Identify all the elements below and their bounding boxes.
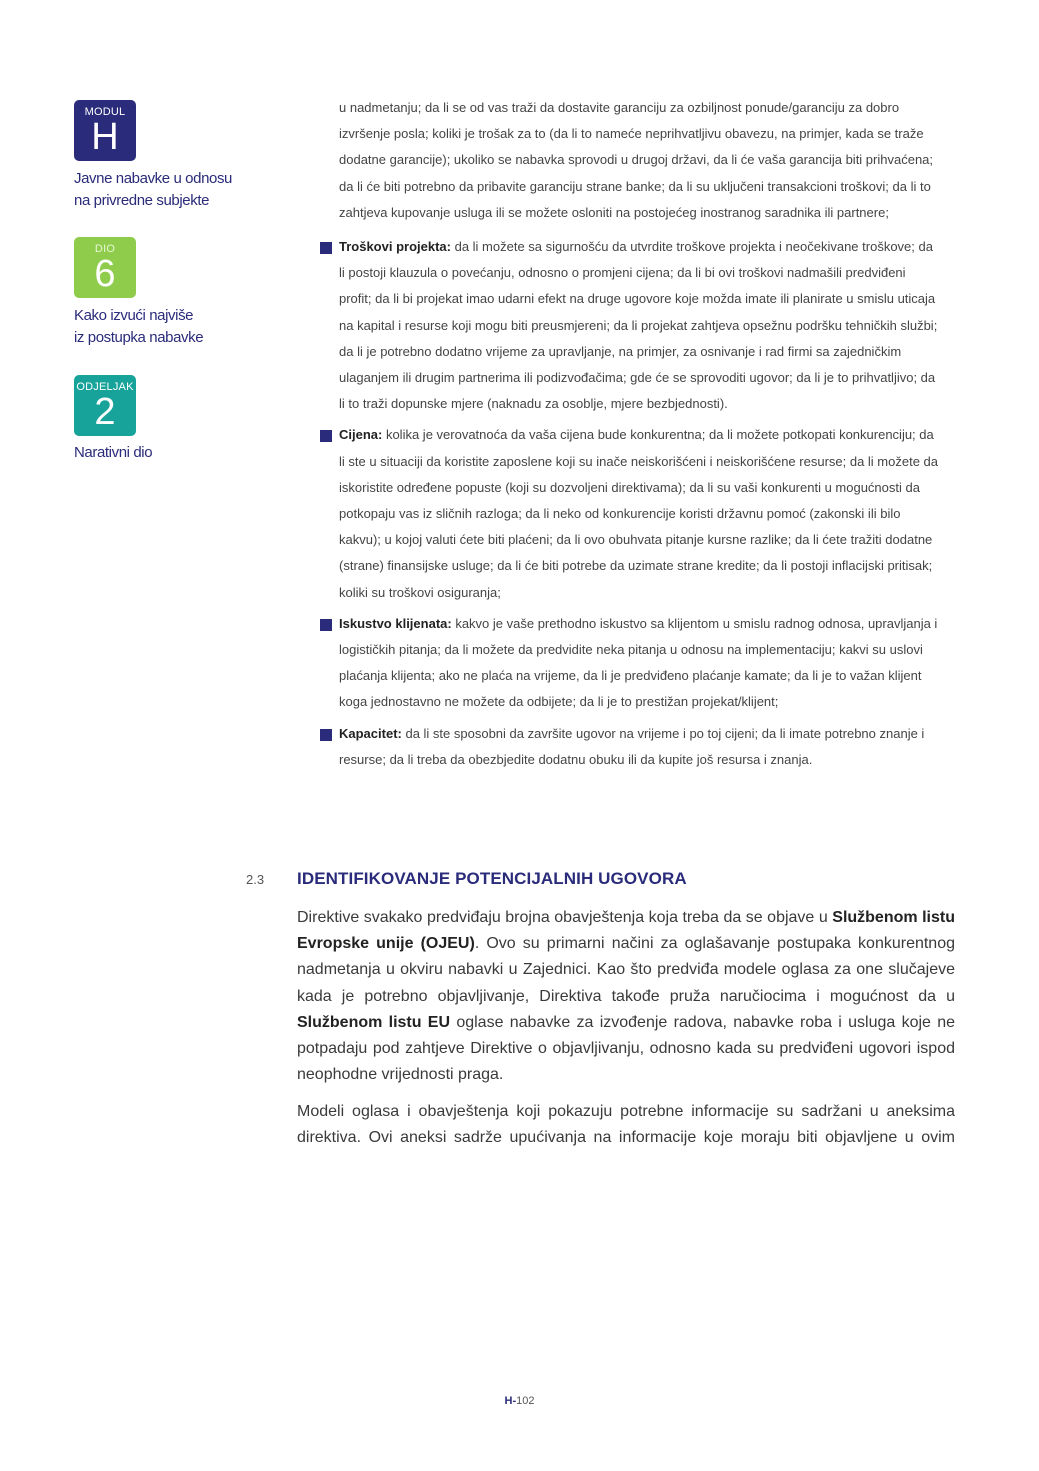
bullet-content: [320, 95, 940, 773]
p1-bold-1: Službenom listu Evropske unije (OJEU): [297, 909, 956, 953]
p1-text-d: oglase nabavke za izvođenje radova, nabavke roba i usluga koje ne potpadaju pod zahtjeve Direktive o objavljivanju, odnosno kada su predviđeni ugovori ispod neophodne vrijednosti praga.: [297, 1013, 956, 1084]
dio-label-line: iz postupka nabavke: [74, 329, 204, 346]
continued-paragraph: u nadmetanju; da li se od vas traži da dostavite garanciju za ozbiljnost ponude/garanciju za dobro izvršenje posla; koliki je trošak za to (da li to nameće neprihvatljivu obavezu, na primjer, kada se traže dodatne garancije); ukoliko se nabavka sprovodi u drugoj državi, da li će vaša garancija biti prihvaćena; da li će biti potrebno da pribavite garanciju strane banke; da li su uključeni transakcioni troškovi; da li to zahtjeva kupovanje usluga ili se možete osloniti na postojećeg inostranog saradnika ili partnere;: [339, 100, 934, 220]
bullet-text: da li možete sa sigurnošću da utvrdite troškove projekta i neočekivane troškove; da li postoji klauzula o povećanju, odnosno o promjeni cijena; da li bi ovi troškovi nadmašili predviđeni profit; da li bi projekat imao udarni efekt na druge ugovore koje možda imate ili planirate u smislu uticaja na kapital i resurse koji mogu biti preusmjereni; da li projekat zahtjeva opsežnu podršku tehničkih službi; da li je potrebno dodatno vrijeme za upravljanje, na primjer, za osnivanje i rad firmi sa zajedničkim ulaganjem ili drugim partnerima ili podizvođačima; gde će se sprovoditi ugovor; da li je to prihvatljivo; da li to traži dopunske mjere (naknadu za osoblje, mjere bezbjednosti).: [339, 239, 938, 412]
bullet-item: [320, 422, 940, 605]
bullet-lead: Iskustvo klijenata:: [339, 615, 452, 631]
dio-badge-caption: DIO: [94, 243, 116, 255]
odjeljak-label: [74, 442, 152, 464]
bullet-item: [320, 234, 940, 417]
bullet-square-icon: [320, 729, 332, 741]
modul-badge-letter: H: [91, 116, 119, 158]
modul-badge-caption: MODUL: [84, 106, 126, 118]
bullet-square-icon: [320, 619, 332, 631]
modul-label: [74, 168, 232, 212]
bullet-text: da li ste sposobni da završite ugovor na vrijeme i po toj cijeni; da li imate potrebno znanje i resurse; da li treba da obezbjedite dodatnu obuku ili da kupite još resursa i znanja.: [339, 725, 925, 767]
odjeljak-badge: [74, 375, 136, 436]
bullet-lead: Troškovi projekta:: [339, 239, 451, 255]
bullet-square-icon: [320, 430, 332, 442]
bullet-text: kolika je verovatnoća da vaša cijena bude konkurentna; da li možete potkopati konkurenciju; da li ste u situaciji da koristite zaposlene koji su inače neiskorišćeni i neiskorišćene resurse; da li možete da iskoristite određene popuste (koji su dozvoljeni direktivama); da li su vaši konkurenti u mogućnosti da potkopaju vas iz sličnih razloga; da li neko od konkurencije koristi državnu pomoć (zakonski ili bilo kakvu); u kojoj valuti ćete biti plaćeni; da li ovo obuhvata pitanje kursne razlike; da li ćete tražiti dodatne (strane) finansijske usluge; da li će biti potrebe da uzimate strane kredite; da li postoji inflacijski pritisak; koliki su troškovi osiguranja;: [339, 427, 939, 600]
p1-bold-2: Službenom listu EU: [297, 1013, 451, 1031]
modul-label-line: na privredne subjekte: [74, 192, 210, 209]
section-number: 2.3: [246, 872, 265, 887]
bullet-lead: Cijena:: [339, 427, 383, 443]
bullet-text: kakvo je vaše prethodno iskustvo sa klijentom u smislu radnog odnosa, upravljanja i logističkih pitanja; da li možete da predvidite neka pitanja u odnosu na implementaciju; kakvi su uslovi plaćanja klijenta; ako ne plaća na vrijeme, da li je predviđeno plaćanje kamate; da li je to važan klijent koga jednostavno ne možete da odbijete; da li je to prestižan projekat/klijent;: [339, 615, 938, 710]
page-number: 102: [516, 1395, 535, 1407]
modul-badge: [74, 100, 136, 161]
footer-prefix: H-: [504, 1395, 517, 1407]
bullet-lead: Kapacitet:: [339, 725, 402, 741]
bullet-square-icon: [320, 242, 332, 254]
bullet-item: [320, 721, 940, 773]
odjeljak-badge-number: 2: [94, 391, 116, 433]
dio-badge: [74, 237, 136, 298]
section-title: IDENTIFIKOVANJE POTENCIJALNIH UGOVORA: [297, 869, 687, 888]
p1-text-a: Direktive svakako predviđaju brojna obavještenja koja treba da se objave u: [297, 909, 833, 926]
body-paragraph-1: [297, 905, 955, 1088]
modul-label-line: Javne nabavke u odnosu: [74, 170, 232, 187]
odjeljak-badge-caption: ODJELJAK: [76, 381, 134, 393]
dio-badge-number: 6: [94, 253, 116, 295]
page-footer: [0, 1395, 1039, 1407]
p1-text-c: . Ovo su primarni načini za oglašavanje postupaka konkurentnog nadmetanja u okviru nabavki u Zajednici. Kao što predviđa modele oglasa za one slučajeve kada je potrebno objavljivanje, Direktiva takođe pruža naručiocima i mogućnost da u: [297, 935, 955, 1005]
dio-label-line: Kako izvući najviše: [74, 307, 194, 324]
bullet-item: [320, 611, 940, 716]
odjeljak-label-line: Narativni dio: [74, 444, 153, 461]
dio-label: [74, 305, 203, 349]
body-paragraph-2: Modeli oglasa i obavještenja koji pokazuju potrebne informacije su sadržani u aneksima direktiva. Ovi aneksi sadrže upućivanja na informacije koje moraju biti objavljene u ovim: [297, 1103, 955, 1147]
